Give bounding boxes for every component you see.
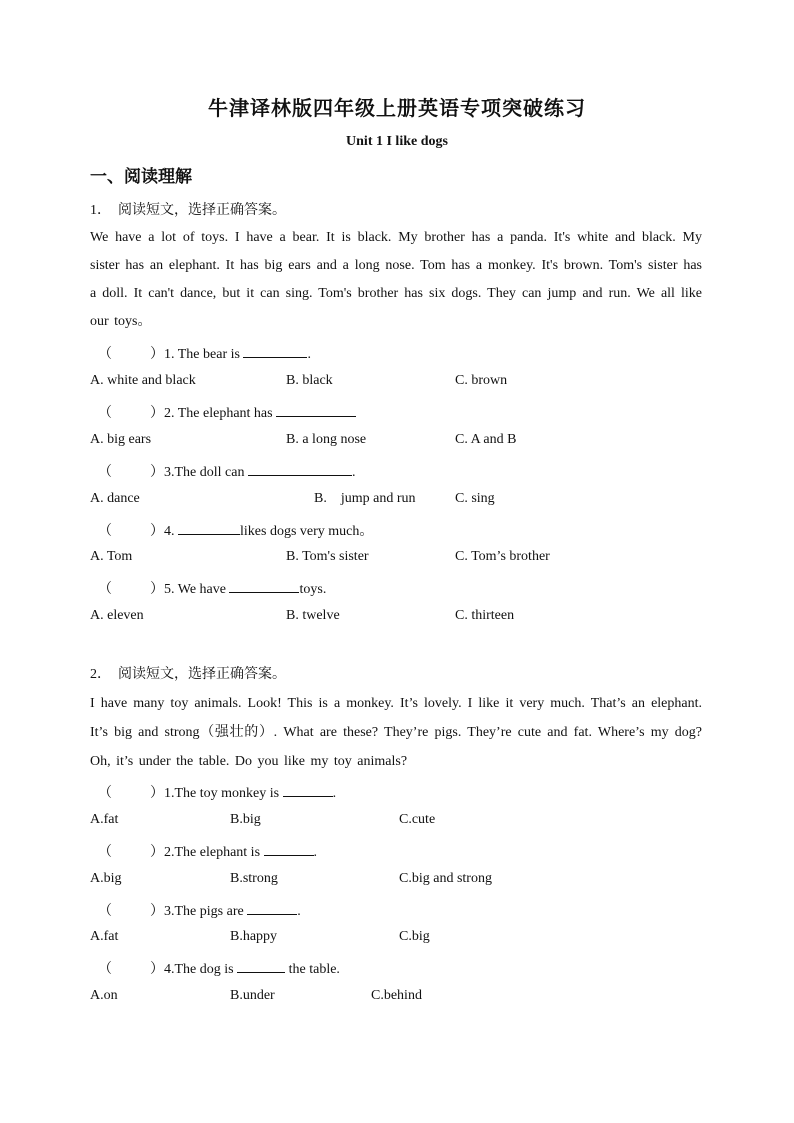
option-a[interactable]: A.on: [90, 988, 118, 1003]
option-c[interactable]: C. brown: [455, 373, 508, 388]
answer-blank[interactable]: [276, 402, 356, 417]
q2-item-2: （ ）2.The elephant is .: [90, 841, 317, 861]
q1-item-4: （ ）4. likes dogs very much。: [90, 520, 373, 540]
option-b[interactable]: B.happy: [230, 929, 278, 944]
option-a[interactable]: A. dance: [90, 491, 140, 506]
option-a[interactable]: A.fat: [90, 929, 119, 944]
q2-item-4: （ ）4.The dog is the table.: [90, 958, 340, 978]
question-2-passage: I have many toy animals. Look! This is a monkey. It’s lovely. I like it very much. That’s an elephant. It’s big and strong（强壮的）. What are these? They’re pigs. They’re cute and fat. Where’s my dog? Oh, it’s under the table. Do you like my toy animals?: [90, 696, 702, 769]
question-1-header: [90, 199, 286, 219]
section-heading: 一、阅读理解: [90, 167, 192, 187]
q2-item-3: （ ）3.The pigs are .: [90, 900, 301, 920]
option-a[interactable]: A. big ears: [90, 432, 152, 447]
option-a[interactable]: A. Tom: [90, 549, 133, 564]
question-number: 2．: [90, 667, 111, 682]
option-b[interactable]: B. a long nose: [286, 432, 367, 447]
option-c[interactable]: C. thirteen: [455, 608, 515, 623]
option-a[interactable]: A.big: [90, 871, 122, 886]
question-1-passage: We have a lot of toys. I have a bear. It is black. My brother has a panda. It's white and black. My sister has an elephant. It has big ears and a long nose. Tom has a monkey. It's brown. Tom's sister has a doll. It can't dance, but it can sing. Tom's brother has six dogs. They can jump and run. We all like our toys。: [90, 230, 702, 329]
option-b[interactable]: B. twelve: [286, 608, 340, 623]
answer-blank[interactable]: [237, 958, 285, 973]
option-b[interactable]: B. jump and run: [314, 491, 416, 506]
answer-blank[interactable]: [247, 900, 297, 915]
question-instruction: 阅读短文，选择正确答案。: [118, 666, 286, 682]
option-b[interactable]: B.under: [230, 988, 275, 1003]
question-2-header: [90, 663, 286, 683]
option-c[interactable]: C.big: [399, 929, 430, 944]
option-b[interactable]: B.strong: [230, 871, 278, 886]
option-b[interactable]: B.big: [230, 812, 261, 827]
answer-blank[interactable]: [283, 782, 333, 797]
option-b[interactable]: B. black: [286, 373, 333, 388]
option-c[interactable]: C.behind: [371, 988, 422, 1003]
q2-item-1: （ ）1.The toy monkey is .: [90, 782, 336, 802]
q1-item-3: （ ）3.The doll can .: [90, 461, 355, 481]
option-c[interactable]: C. A and B: [455, 432, 517, 447]
answer-blank[interactable]: [248, 461, 352, 476]
q1-item-2: （ ）2. The elephant has: [90, 402, 356, 422]
option-a[interactable]: A.fat: [90, 812, 119, 827]
unit-subtitle: Unit 1 I like dogs: [346, 134, 448, 149]
option-c[interactable]: C.cute: [399, 812, 436, 827]
answer-blank[interactable]: [229, 578, 299, 593]
q1-item-5: （ ）5. We have toys.: [90, 578, 326, 598]
page-title: 牛津译林版四年级上册英语专项突破练习: [208, 96, 586, 120]
q1-item-1: （ ）1. The bear is .: [90, 343, 311, 363]
question-number: 1．: [90, 203, 111, 218]
option-a[interactable]: A. white and black: [90, 373, 196, 388]
answer-blank[interactable]: [264, 841, 314, 856]
answer-blank[interactable]: [243, 343, 307, 358]
option-c[interactable]: C. Tom’s brother: [455, 549, 550, 564]
option-c[interactable]: C.big and strong: [399, 871, 492, 886]
option-b[interactable]: B. Tom's sister: [286, 549, 369, 564]
answer-blank[interactable]: [178, 520, 240, 535]
option-c[interactable]: C. sing: [455, 491, 495, 506]
question-instruction: 阅读短文，选择正确答案。: [118, 202, 286, 218]
option-a[interactable]: A. eleven: [90, 608, 144, 623]
